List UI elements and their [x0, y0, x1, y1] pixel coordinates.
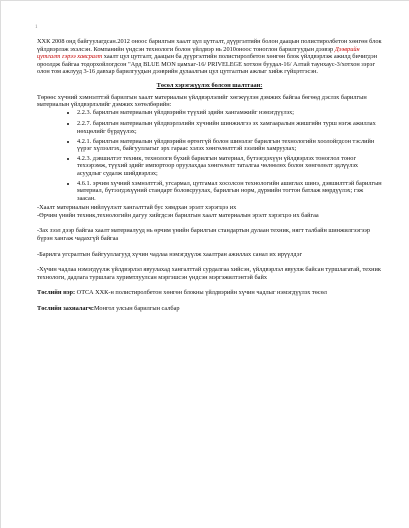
intro-red-note: Дээврийн цутгалт гэрээ хавсралт — [37, 45, 360, 61]
page-corner-mark: 1 — [35, 25, 38, 30]
intro-paragraph — [37, 38, 382, 76]
intro-text-1: ХХК 2008 онд байгуулагдсан.2012 оноос барилгын хаалт цул цутгалт, дүүргэлтийн болон даацын полистиролбетон хөнгөн блок үйлдвэрлэж эхэлсэн. Компанийн үндсэн технологи болон үйлдвэр нь 2010оноос тоноглон барилгуудын дээвэр — [37, 38, 382, 53]
bullet-item: • 2.2.7. барилгын материалын үйлдвэрлэлийн хүчнийн шинжилгээ эх хамгааралын жишгийн турш нэгж ажиллах нөхцөлийг бүрдүүлэх; — [77, 120, 382, 135]
bullet-item: • 4.6.1. эрчим хүчний хэмнэлттэй, угсармал, цутгамал хосолсон технологийн ашиглах шинэ, дэвшилттэй барилгын материал, бүтээгдэхүүний стандарт боловсруулах, барилгын норм, дүрмийн тогтон батлаж мөрдүүлэх; гэж заасан. — [77, 180, 382, 203]
document-body — [37, 38, 382, 313]
bullet-item: • 4.2.3. дэвшилтэт техник, технологи бүхий барилгын материал, бүтээгдэхүүн үйлдвэрлэх тоноглол тоног техээрэмж, түүхий эдийг импортоор оруулахдаа хөнгөлөлт таталгаа чөлөөлөх болон хөнгөлөлт эдлүүлэх асуудлыг судалж шийдвэрлэх; — [77, 155, 382, 178]
project-owner-text: Монгол улсын барилгын салбар — [93, 305, 180, 313]
project-owner-label: Төслийн захиалагч: — [37, 305, 94, 313]
bullet-item: • 2.2.3. барилгын материалын үйлдвэрийн түүхий эдийн хангамжийг нэмэгдүүлэх; — [77, 109, 382, 117]
body-paragraph: -Хүчин чадлаа нэмэгдүүлж үйлдвэрлэл явуулахад хангалттай сурдалгаа хийсэн, үйлдвэрлэл явуулж байсан туршлагатай, техник технологи, дадлага туршлага хуримтлуулсан мэргэшсэн үндсэн мэргэжилтэнтэй байх — [37, 266, 381, 281]
tail-line: -Хаалт материалын нийлүүлэлт хангалттай бус хямдхан эрэлт хэрэгцээ их — [37, 204, 237, 212]
project-name-line — [37, 289, 382, 297]
body-paragraph: -Барилга угсралтын байгууллагууд хүчин чадлаа нэмэгдүүлж хаалтран ажиллах санал их ирүүлдэг — [37, 250, 303, 258]
project-name-label: Төслийн нэр: — [37, 289, 76, 297]
bullet-item: • 4.2.1. барилгын материалын үйлдвэрийн өртөггүй болон шинэлэг барилгын технологийн хоолойгдсон тэслийн үүрэг хүлээлгэх, байгууллагыг эрх гараас хэлэх хөнгөлөлттэй зээлийн хамруулах; — [77, 138, 382, 153]
body-paragraph: -Зах зээл дээр байгаа хаалт материалууд нь өрчим үнийн барилгын стандартын дулаан техник, нягт талбайн шинжилгээгээр бүрэн хангаж чадахгүй байгаа — [37, 227, 370, 243]
project-owner-line — [37, 305, 382, 313]
project-name-text: ОТСА ХХК-н полистиролбетон хөнгөн блокны үйлдвэрийн хүчин чадлыг нэмэгдүүлэх төсөл — [75, 289, 327, 297]
intro-text-2: хаалт цул цутгалт, даацын ба дүүргэлтийн полистиролбетон хөнгөн блок үйлдвэрлэж ажилд бичигдэн ороолдж байгаа тодорхойлогдсон "Ард BLUE MON цамхаг-16/ PRIVELEGE хотхон буудал-16/ Алтай таунхаус-3/хотхон зэрэг олон том ажлууд 3-16 давхар барилгуудын дээврийн дулаалгын цул цутгалтын ажлыг хийж гүйцэтгэсэн. — [37, 53, 378, 76]
lead-paragraph: Төрөөс хүчний хэмнэлттэй барилгын хаалт материалын үйлдвэрлэлийг хөгжүүлэн дэмжих байгаа бөгөөд дэслэх барилгын материалын үйлдвэрлэлийг дэмжих хөтөлбөрийн: — [37, 93, 367, 109]
tail-line: -Өрчим үнийн техник,технологийн дагуу хийгдсэн барилгын хаалт материалын эрэлт хэрэгцээ их байгаа — [37, 211, 319, 219]
bullet-list — [37, 109, 382, 203]
section-heading: Төсөл хэрэгжүүлэх болсон шалтгаан: — [156, 81, 263, 89]
